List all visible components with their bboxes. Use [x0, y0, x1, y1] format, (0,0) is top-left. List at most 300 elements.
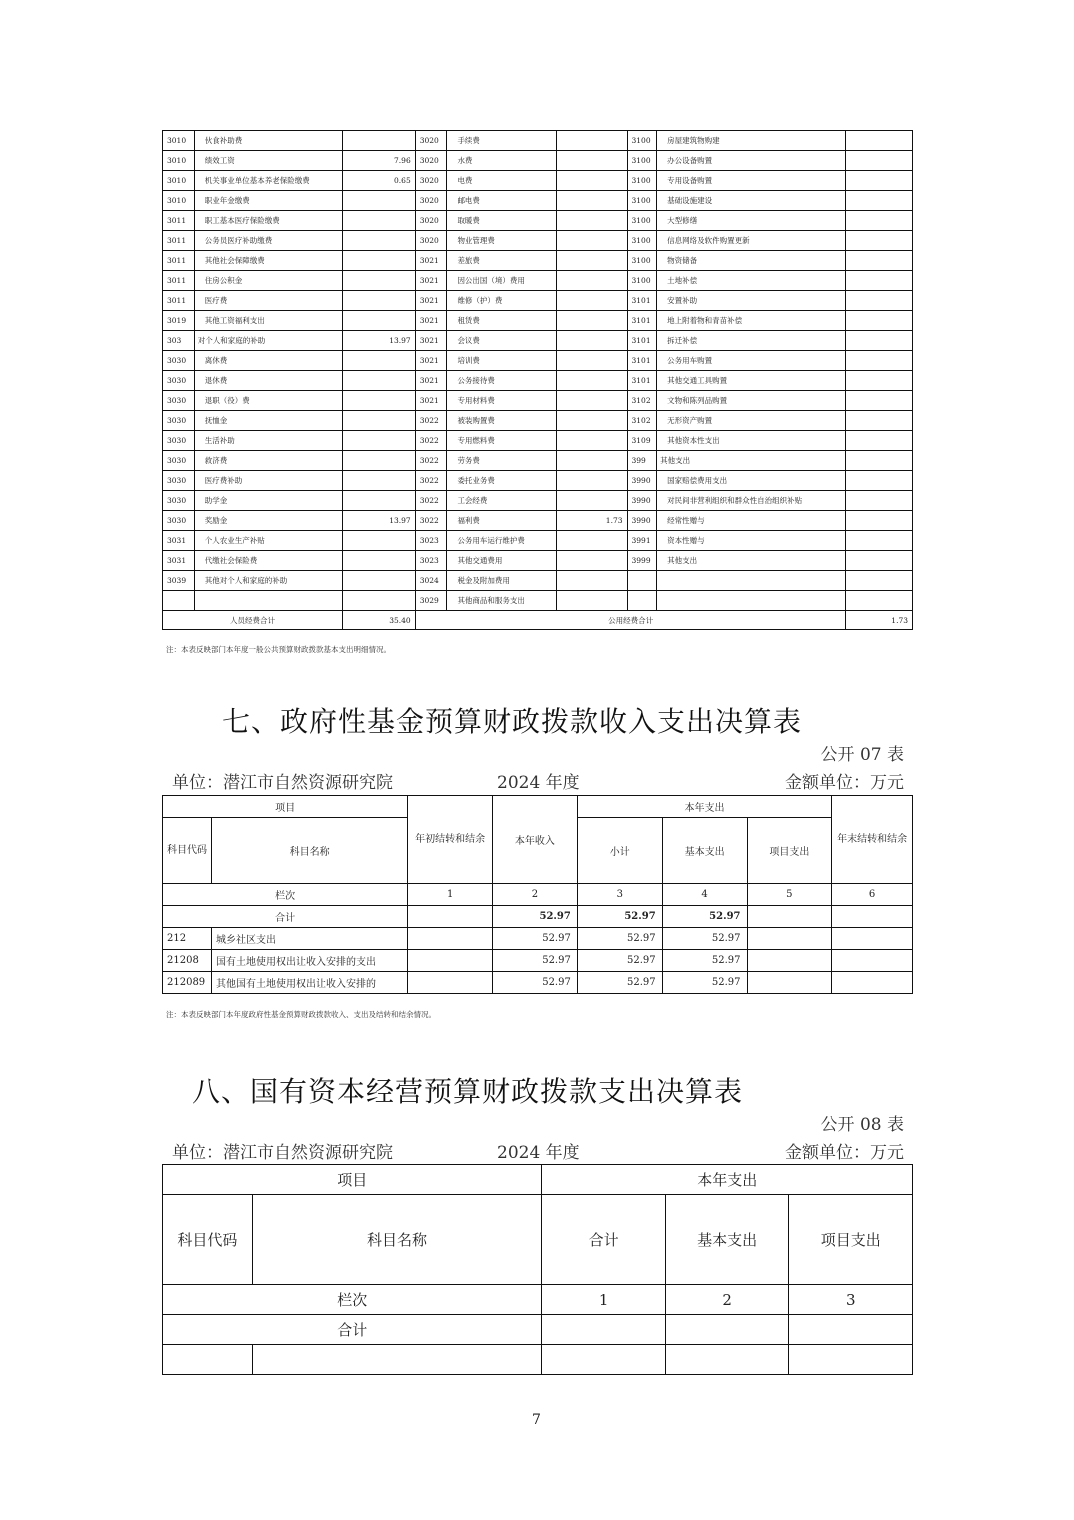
total-subtotal: 52.97: [577, 906, 662, 928]
income-cell: 52.97: [493, 972, 578, 994]
table8-number: 公开 08 表: [820, 1115, 904, 1135]
table-row: [163, 151, 913, 171]
table-row: [163, 451, 913, 471]
value-cell: [343, 391, 416, 411]
code-cell: 3030: [163, 491, 195, 511]
code-cell: 3100: [627, 191, 657, 211]
name-cell: 无形资产购置: [657, 411, 846, 431]
table-row: [163, 950, 913, 972]
name-cell: 被装购置费: [447, 411, 556, 431]
name-cell: 培训费: [447, 351, 556, 371]
code-cell: 3021: [415, 291, 447, 311]
header-project: 项目: [163, 796, 408, 818]
col-num: 3: [789, 1285, 913, 1315]
code-cell: 21208: [163, 950, 212, 972]
value-cell: [556, 551, 627, 571]
name-cell: 物资储备: [657, 251, 846, 271]
total-row: [163, 611, 913, 630]
header-total: 合计: [542, 1195, 666, 1285]
code-cell: 3100: [627, 131, 657, 151]
name-cell: 委托业务费: [447, 471, 556, 491]
code-cell: [163, 591, 195, 611]
value-cell: [556, 431, 627, 451]
project-cell: [747, 972, 832, 994]
name-cell: 租赁费: [447, 311, 556, 331]
project-value: [789, 1315, 913, 1345]
col-num: 4: [662, 884, 747, 906]
code-cell: 3030: [163, 391, 195, 411]
code-cell: 3020: [415, 151, 447, 171]
header-code: 科目代码: [163, 818, 212, 884]
table8-unit: 单位：潜江市自然资源研究院: [172, 1143, 393, 1163]
code-cell: 3101: [627, 351, 657, 371]
name-cell: 福利费: [447, 511, 556, 531]
code-cell: 3021: [415, 251, 447, 271]
value-cell: [846, 371, 913, 391]
code-cell: 3022: [415, 491, 447, 511]
code-cell: 3022: [415, 411, 447, 431]
value-cell: [343, 491, 416, 511]
code-cell: 3020: [415, 191, 447, 211]
col-num: 2: [665, 1285, 789, 1315]
name-cell: 绩效工资: [194, 151, 342, 171]
name-cell: 职业年金缴费: [194, 191, 342, 211]
table7-note: 注：本表反映部门本年度政府性基金预算财政拨款收入、支出及结转和结余情况。: [166, 1010, 436, 1019]
value-cell: [343, 271, 416, 291]
table-row: [163, 311, 913, 331]
name-cell: 因公出国（境）费用: [447, 271, 556, 291]
header-code: 科目代码: [163, 1195, 253, 1285]
begin-cell: [408, 972, 493, 994]
name-cell: 其他国有土地使用权出让收入安排的: [211, 972, 407, 994]
table-row: [163, 411, 913, 431]
code-cell: 3030: [163, 371, 195, 391]
code-cell: 3101: [627, 311, 657, 331]
name-cell: 差旅费: [447, 251, 556, 271]
table7-currency: 金额单位：万元: [785, 773, 904, 793]
table7-year: 2024 年度: [497, 773, 580, 793]
name-cell: 对民间非营利组织和群众性自治组织补贴: [657, 491, 846, 511]
name-cell: 信息网络及软件购置更新: [657, 231, 846, 251]
col-num: 5: [747, 884, 832, 906]
code-cell: 3101: [627, 331, 657, 351]
value-cell: [846, 291, 913, 311]
table-row: [163, 331, 913, 351]
value-cell: [343, 411, 416, 431]
code-cell: 3109: [627, 431, 657, 451]
total-label: 合计: [163, 906, 408, 928]
value-cell: [343, 131, 416, 151]
name-cell: 手续费: [447, 131, 556, 151]
public-total-value: 1.73: [846, 611, 913, 630]
name-cell: 抚恤金: [194, 411, 342, 431]
value-cell: [556, 531, 627, 551]
code-cell: 3010: [163, 171, 195, 191]
total-row: [163, 906, 913, 928]
col-num: 3: [577, 884, 662, 906]
value-cell: 13.97: [343, 511, 416, 531]
state-capital-table: [162, 1164, 913, 1375]
table-row: [163, 391, 913, 411]
total-begin: [408, 906, 493, 928]
empty-cell: [789, 1345, 913, 1375]
code-cell: 3100: [627, 271, 657, 291]
name-cell: 退休费: [194, 371, 342, 391]
header-name: 科目名称: [211, 818, 407, 884]
name-cell: 机关事业单位基本养老保险缴费: [194, 171, 342, 191]
name-cell: [194, 591, 342, 611]
code-cell: 3991: [627, 531, 657, 551]
name-cell: 生活补助: [194, 431, 342, 451]
table-row: [163, 271, 913, 291]
value-cell: [556, 251, 627, 271]
page-number: 7: [532, 1412, 541, 1428]
table7-title: 七、政府性基金预算财政拨款收入支出决算表: [222, 705, 803, 738]
personnel-total-label: 人员经费合计: [163, 611, 343, 630]
value-cell: [846, 451, 913, 471]
value-cell: 7.96: [343, 151, 416, 171]
code-cell: 3990: [627, 471, 657, 491]
value-cell: [846, 531, 913, 551]
value-cell: [556, 451, 627, 471]
header-project-exp: 项目支出: [789, 1195, 913, 1285]
value-cell: [846, 171, 913, 191]
code-cell: 3023: [415, 531, 447, 551]
total-end: [832, 906, 913, 928]
project-cell: [747, 928, 832, 950]
table-row: [163, 351, 913, 371]
header-end-balance: 年末结转和结余: [832, 796, 913, 884]
table-row: [163, 431, 913, 451]
table7-unit: 单位：潜江市自然资源研究院: [172, 773, 393, 793]
value-cell: [846, 471, 913, 491]
value-cell: [846, 251, 913, 271]
col-num: 2: [493, 884, 578, 906]
value-cell: [846, 331, 913, 351]
value-cell: [343, 371, 416, 391]
code-cell: 3021: [415, 271, 447, 291]
empty-cell: [542, 1345, 666, 1375]
name-cell: 专用材料费: [447, 391, 556, 411]
value-cell: [846, 491, 913, 511]
code-cell: 3990: [627, 511, 657, 531]
total-value: [542, 1315, 666, 1345]
value-cell: [556, 291, 627, 311]
value-cell: [343, 551, 416, 571]
table-row: [163, 211, 913, 231]
value-cell: [556, 491, 627, 511]
value-cell: [846, 411, 913, 431]
name-cell: 税金及附加费用: [447, 571, 556, 591]
name-cell: 会议费: [447, 331, 556, 351]
value-cell: [556, 371, 627, 391]
value-cell: [343, 311, 416, 331]
value-cell: [556, 191, 627, 211]
code-cell: 303: [163, 331, 195, 351]
code-cell: 3100: [627, 251, 657, 271]
value-cell: [846, 271, 913, 291]
value-cell: [556, 271, 627, 291]
income-cell: 52.97: [493, 950, 578, 972]
code-cell: 3031: [163, 531, 195, 551]
table-row: [163, 251, 913, 271]
header-subtotal: 小计: [577, 818, 662, 884]
name-cell: 其他对个人和家庭的补助: [194, 571, 342, 591]
code-cell: 3101: [627, 371, 657, 391]
name-cell: 公务接待费: [447, 371, 556, 391]
value-cell: [343, 471, 416, 491]
name-cell: 代缴社会保险费: [194, 551, 342, 571]
begin-cell: [408, 950, 493, 972]
code-cell: 3039: [163, 571, 195, 591]
code-cell: 3100: [627, 171, 657, 191]
name-cell: 其他工资福利支出: [194, 311, 342, 331]
value-cell: [556, 331, 627, 351]
name-cell: 救济费: [194, 451, 342, 471]
table7-number: 公开 07 表: [820, 745, 904, 765]
name-cell: 医疗费: [194, 291, 342, 311]
empty-cell: [665, 1345, 789, 1375]
name-cell: 电费: [447, 171, 556, 191]
code-cell: 3102: [627, 411, 657, 431]
name-cell: 水费: [447, 151, 556, 171]
code-cell: 3030: [163, 431, 195, 451]
total-income: 52.97: [493, 906, 578, 928]
name-cell: 邮电费: [447, 191, 556, 211]
subtotal-cell: 52.97: [577, 972, 662, 994]
name-cell: 文物和陈列品购置: [657, 391, 846, 411]
code-cell: 3101: [627, 291, 657, 311]
table-row: [163, 511, 913, 531]
code-cell: 3020: [415, 171, 447, 191]
name-cell: 个人农业生产补贴: [194, 531, 342, 551]
value-cell: [846, 311, 913, 331]
value-cell: [556, 391, 627, 411]
name-cell: 资本性赠与: [657, 531, 846, 551]
value-cell: [556, 151, 627, 171]
header-name: 科目名称: [252, 1195, 542, 1285]
value-cell: [343, 571, 416, 591]
total-project: [747, 906, 832, 928]
value-cell: [846, 391, 913, 411]
value-cell: 0.65: [343, 171, 416, 191]
code-cell: 3030: [163, 411, 195, 431]
table-row: [163, 972, 913, 994]
code-cell: 3010: [163, 131, 195, 151]
code-cell: 3020: [415, 231, 447, 251]
value-cell: [556, 411, 627, 431]
name-cell: 经常性赠与: [657, 511, 846, 531]
code-cell: 3030: [163, 451, 195, 471]
code-cell: 3020: [415, 211, 447, 231]
code-cell: 3100: [627, 231, 657, 251]
name-cell: 土地补偿: [657, 271, 846, 291]
total-basic: 52.97: [662, 906, 747, 928]
end-cell: [832, 972, 913, 994]
name-cell: 专用燃料费: [447, 431, 556, 451]
value-cell: [343, 211, 416, 231]
table-row: [163, 371, 913, 391]
code-cell: 3102: [627, 391, 657, 411]
value-cell: [846, 211, 913, 231]
name-cell: 公务用车购置: [657, 351, 846, 371]
value-cell: [343, 191, 416, 211]
value-cell: [343, 451, 416, 471]
table6-note: 注：本表反映部门本年度一般公共预算财政拨款基本支出明细情况。: [166, 645, 391, 654]
table-row: [163, 231, 913, 251]
column-order-label: 栏次: [163, 884, 408, 906]
begin-cell: [408, 928, 493, 950]
code-cell: 3030: [163, 471, 195, 491]
basic-cell: 52.97: [662, 972, 747, 994]
empty-cell: [163, 1345, 253, 1375]
value-cell: [343, 251, 416, 271]
code-cell: 212089: [163, 972, 212, 994]
code-cell: [627, 591, 657, 611]
table-row: [163, 591, 913, 611]
code-cell: 3022: [415, 471, 447, 491]
code-cell: 3021: [415, 311, 447, 331]
name-cell: 公务员医疗补助缴费: [194, 231, 342, 251]
name-cell: 其他交通工具购置: [657, 371, 846, 391]
header-expense: 本年支出: [542, 1165, 913, 1195]
end-cell: [832, 928, 913, 950]
table8-currency: 金额单位：万元: [785, 1143, 904, 1163]
code-cell: 3022: [415, 431, 447, 451]
name-cell: 其他交通费用: [447, 551, 556, 571]
table-row: [163, 491, 913, 511]
value-cell: [556, 571, 627, 591]
table-row: [163, 551, 913, 571]
value-cell: [343, 231, 416, 251]
name-cell: 办公设备购置: [657, 151, 846, 171]
code-cell: 3021: [415, 351, 447, 371]
code-cell: 399: [627, 451, 657, 471]
name-cell: 医疗费补助: [194, 471, 342, 491]
header-basic: 基本支出: [662, 818, 747, 884]
name-cell: 退职（役）费: [194, 391, 342, 411]
value-cell: 1.73: [556, 511, 627, 531]
value-cell: [343, 591, 416, 611]
value-cell: [343, 291, 416, 311]
code-cell: 3100: [627, 151, 657, 171]
total-label: 合计: [163, 1315, 542, 1345]
end-cell: [832, 950, 913, 972]
code-cell: 3030: [163, 351, 195, 371]
value-cell: [846, 231, 913, 251]
empty-cell: [252, 1345, 542, 1375]
name-cell: 奖励金: [194, 511, 342, 531]
code-cell: 3011: [163, 211, 195, 231]
name-cell: 离休费: [194, 351, 342, 371]
name-cell: 国有土地使用权出让收入安排的支出: [211, 950, 407, 972]
code-cell: 3022: [415, 451, 447, 471]
government-fund-table: [162, 795, 913, 994]
value-cell: [846, 591, 913, 611]
name-cell: 物业管理费: [447, 231, 556, 251]
col-num: 1: [408, 884, 493, 906]
code-cell: 3022: [415, 511, 447, 531]
header-basic: 基本支出: [665, 1195, 789, 1285]
value-cell: [343, 531, 416, 551]
value-cell: [556, 131, 627, 151]
code-cell: 3011: [163, 291, 195, 311]
value-cell: [846, 191, 913, 211]
name-cell: 其他支出: [657, 551, 846, 571]
table-row: [163, 471, 913, 491]
table-row: [163, 571, 913, 591]
code-cell: 3023: [415, 551, 447, 571]
code-cell: 3020: [415, 131, 447, 151]
table-row: [163, 191, 913, 211]
header-income: 本年收入: [493, 796, 578, 884]
value-cell: [846, 511, 913, 531]
code-cell: 212: [163, 928, 212, 950]
name-cell: 伙食补助费: [194, 131, 342, 151]
name-cell: 房屋建筑物购建: [657, 131, 846, 151]
name-cell: 对个人和家庭的补助: [194, 331, 342, 351]
name-cell: 维修（护）费: [447, 291, 556, 311]
basic-expenditure-detail-table: [162, 130, 913, 630]
name-cell: [657, 591, 846, 611]
name-cell: 地上附着物和青苗补偿: [657, 311, 846, 331]
code-cell: 3031: [163, 551, 195, 571]
table-row: [163, 291, 913, 311]
name-cell: 基础设施建设: [657, 191, 846, 211]
name-cell: 职工基本医疗保险缴费: [194, 211, 342, 231]
name-cell: 其他资本性支出: [657, 431, 846, 451]
name-cell: 取暖费: [447, 211, 556, 231]
code-cell: 3011: [163, 251, 195, 271]
value-cell: [846, 431, 913, 451]
table-row: [163, 131, 913, 151]
header-project-exp: 项目支出: [747, 818, 832, 884]
value-cell: [343, 351, 416, 371]
code-cell: 3021: [415, 371, 447, 391]
code-cell: 3010: [163, 191, 195, 211]
value-cell: [556, 351, 627, 371]
header-expense: 本年支出: [577, 796, 831, 818]
income-cell: 52.97: [493, 928, 578, 950]
name-cell: 其他商品和服务支出: [447, 591, 556, 611]
basic-cell: 52.97: [662, 928, 747, 950]
name-cell: 工会经费: [447, 491, 556, 511]
col-num: 6: [832, 884, 913, 906]
value-cell: [846, 131, 913, 151]
name-cell: 助学金: [194, 491, 342, 511]
table-row: [163, 928, 913, 950]
value-cell: [846, 571, 913, 591]
code-cell: 3021: [415, 391, 447, 411]
value-cell: [846, 151, 913, 171]
value-cell: [556, 471, 627, 491]
value-cell: [556, 311, 627, 331]
basic-cell: 52.97: [662, 950, 747, 972]
value-cell: [556, 591, 627, 611]
project-cell: [747, 950, 832, 972]
name-cell: 国家赔偿费用支出: [657, 471, 846, 491]
header-begin-balance: 年初结转和结余: [408, 796, 493, 884]
name-cell: 拆迁补偿: [657, 331, 846, 351]
value-cell: [556, 231, 627, 251]
name-cell: [657, 571, 846, 591]
code-cell: 3100: [627, 211, 657, 231]
table8-year: 2024 年度: [497, 1143, 580, 1163]
name-cell: 公务用车运行维护费: [447, 531, 556, 551]
name-cell: 大型修缮: [657, 211, 846, 231]
name-cell: 专用设备购置: [657, 171, 846, 191]
name-cell: 城乡社区支出: [211, 928, 407, 950]
